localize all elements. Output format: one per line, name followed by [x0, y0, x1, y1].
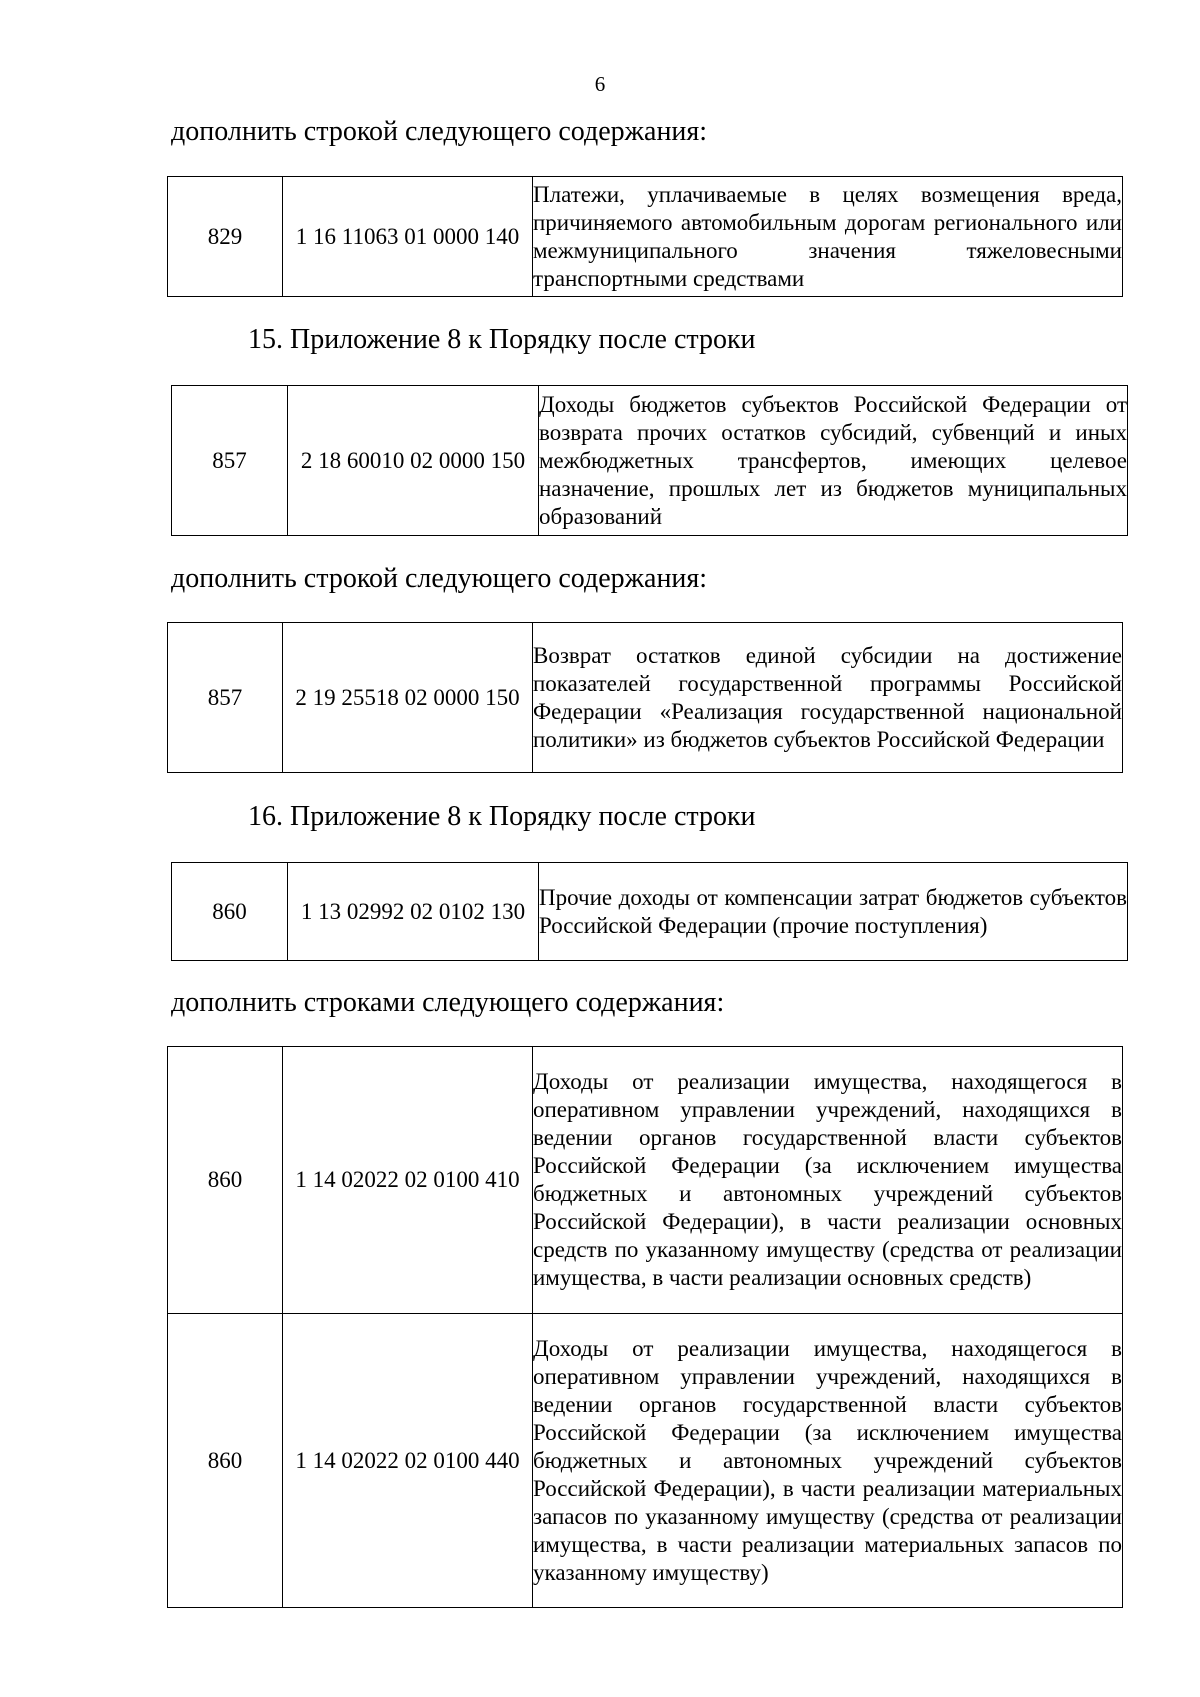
table-row [168, 177, 1123, 297]
budget-code-cell: 1 16 11063 01 0000 140 [283, 177, 533, 297]
table-5 [167, 1046, 1123, 1608]
table-row [168, 1047, 1123, 1314]
description-cell: Доходы от реализации имущества, находящегося в оперативном управлении учреждений, находящихся в ведении органов государственной власти субъектов Российской Федерации (за исключением имущества бюджетных и автономных учреждений субъектов Российской Федерации), в части реализации материальных запасов по указанному имуществу (средства от реализации имущества, в части реализации материальных запасов по указанному имуществу) [533, 1314, 1123, 1608]
intro-paragraph-1: дополнить строкой следующего содержания: [171, 116, 708, 147]
description-cell: Доходы бюджетов субъектов Российской Федерации от возврата прочих остатков субсидий, субвенций и иных межбюджетных трансфертов, имеющих целевое назначение, прошлых лет из бюджетов муниципальных образований [539, 386, 1128, 536]
table-4 [171, 862, 1128, 961]
admin-code-cell: 829 [168, 177, 283, 297]
table-row [168, 623, 1123, 773]
intro-paragraph-2: дополнить строкой следующего содержания: [171, 563, 708, 594]
budget-code-cell: 2 18 60010 02 0000 150 [288, 386, 539, 536]
budget-code-cell: 1 14 02022 02 0100 410 [283, 1047, 533, 1314]
intro-paragraph-3: дополнить строками следующего содержания: [171, 987, 725, 1018]
admin-code-cell: 860 [168, 1047, 283, 1314]
budget-code-cell: 2 19 25518 02 0000 150 [283, 623, 533, 773]
table-3 [167, 622, 1123, 773]
admin-code-cell: 860 [172, 863, 288, 961]
budget-code-cell: 1 14 02022 02 0100 440 [283, 1314, 533, 1608]
table-1 [167, 176, 1123, 297]
table-row [172, 863, 1128, 961]
description-cell: Доходы от реализации имущества, находящегося в оперативном управлении учреждений, находящихся в ведении органов государственной власти субъектов Российской Федерации (за исключением имущества бюджетных и автономных учреждений субъектов Российской Федерации), в части реализации основных средств по указанному имуществу (средства от реализации имущества, в части реализации основных средств) [533, 1047, 1123, 1314]
section-heading-16: 16. Приложение 8 к Порядку после строки [248, 801, 756, 832]
description-cell: Платежи, уплачиваемые в целях возмещения вреда, причиняемого автомобильным дорогам регионального или межмуниципального значения тяжеловесными транспортными средствами [533, 177, 1123, 297]
budget-code-cell: 1 13 02992 02 0102 130 [288, 863, 539, 961]
section-heading-15: 15. Приложение 8 к Порядку после строки [248, 324, 756, 355]
page-number: 6 [594, 72, 606, 96]
table-row [172, 386, 1128, 536]
description-cell: Прочие доходы от компенсации затрат бюджетов субъектов Российской Федерации (прочие поступления) [539, 863, 1128, 961]
admin-code-cell: 857 [172, 386, 288, 536]
description-cell: Возврат остатков единой субсидии на достижение показателей государственной программы Российской Федерации «Реализация государственной национальной политики» из бюджетов субъектов Российской Федерации [533, 623, 1123, 773]
admin-code-cell: 857 [168, 623, 283, 773]
admin-code-cell: 860 [168, 1314, 283, 1608]
table-2 [171, 385, 1128, 536]
table-row [168, 1314, 1123, 1608]
